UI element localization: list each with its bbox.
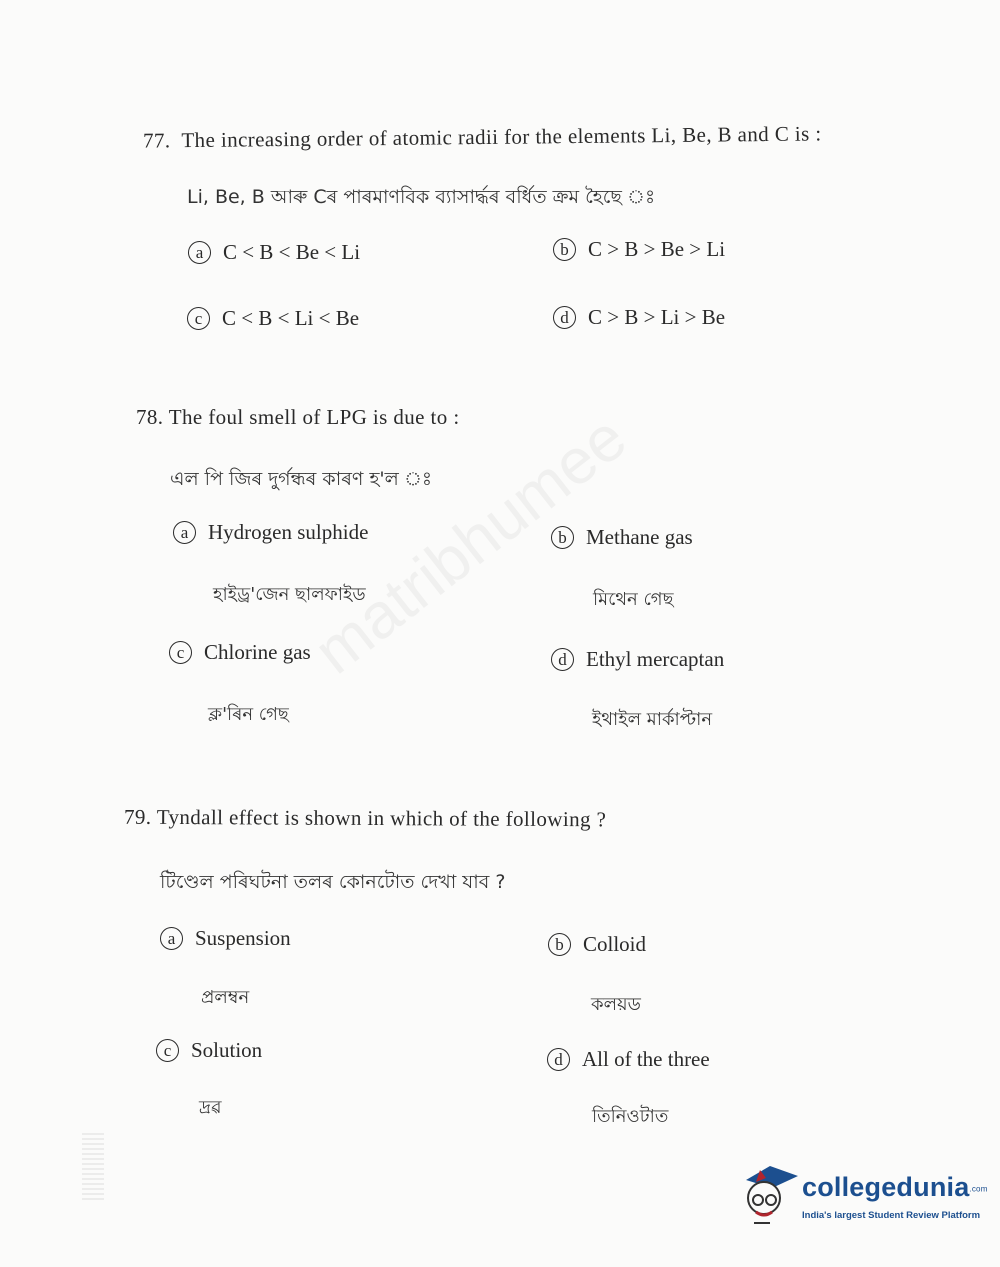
option-79-d — [547, 1047, 710, 1072]
option-77-a — [188, 240, 360, 265]
question-english: Tyndall effect is shown in which of the following ? — [156, 804, 607, 832]
scan-artifact — [82, 1130, 104, 1200]
option-78-b — [551, 525, 693, 550]
option-79-c-assamese: দ্ৰৱ — [199, 1097, 222, 1118]
option-79-b — [548, 932, 646, 957]
question-79-text — [124, 805, 606, 833]
option-79-d-assamese: তিনিওটাত — [592, 1106, 669, 1127]
option-letter: b — [548, 933, 571, 956]
question-77-text — [143, 121, 822, 153]
question-78-assamese: এল পি জিৰ দুৰ্গন্ধৰ কাৰণ হ'ল ঃ — [170, 468, 432, 490]
option-letter: d — [547, 1048, 570, 1071]
question-english: The increasing order of atomic radii for the elements Li, Be, B and C is : — [181, 121, 822, 153]
option-text: Hydrogen sulphide — [208, 520, 369, 544]
question-77-assamese: Li, Be, B আৰু Cৰ পাৰমাণবিক ব্যাসাৰ্দ্ধৰ বৰ্ধিত ক্ৰম হৈছে ঃ — [187, 186, 656, 208]
option-78-a-assamese: হাইড্ৰ'জেন ছালফাইড — [213, 584, 366, 605]
option-letter: a — [160, 927, 183, 950]
option-77-b — [553, 237, 725, 262]
option-letter: a — [173, 521, 196, 544]
mascot-icon — [740, 1160, 800, 1230]
option-letter: b — [553, 238, 576, 261]
option-77-c — [187, 306, 359, 331]
option-text: Chlorine gas — [204, 640, 311, 664]
option-letter: b — [551, 526, 574, 549]
question-number: 78. — [136, 405, 164, 429]
collegedunia-logo — [740, 1160, 988, 1230]
option-letter: c — [169, 641, 192, 664]
option-78-c — [169, 640, 311, 665]
option-78-d-assamese: ইথাইল মাৰ্কাপ্টান — [592, 709, 713, 730]
option-text: C < B < Li < Be — [222, 306, 360, 330]
option-letter: a — [188, 241, 211, 264]
option-78-d — [551, 647, 724, 672]
option-79-a — [160, 926, 291, 951]
question-number: 77. — [142, 128, 171, 153]
option-text: C < B < Be < Li — [223, 240, 361, 264]
question-79-assamese: টিণ্ডেল পৰিঘটনা তলৰ কোনটোত দেখা যাব ? — [160, 871, 506, 893]
option-79-a-assamese: প্ৰলম্বন — [201, 987, 250, 1008]
question-number: 79. — [123, 804, 152, 829]
option-text: Solution — [191, 1038, 263, 1062]
option-letter: c — [187, 307, 210, 330]
option-78-a — [173, 520, 368, 545]
option-letter: c — [156, 1039, 179, 1062]
logo-tagline: India's largest Student Review Platform — [802, 1210, 981, 1221]
option-79-c — [156, 1038, 262, 1063]
question-78-text — [136, 405, 460, 430]
option-text: Ethyl mercaptan — [586, 647, 725, 671]
option-text: C > B > Be > Li — [588, 237, 726, 261]
option-letter: d — [551, 648, 574, 671]
option-77-d — [553, 305, 725, 330]
option-78-c-assamese: ক্ল'ৰিন গেছ — [208, 704, 289, 725]
option-78-b-assamese: মিথেন গেছ — [593, 589, 674, 610]
option-text: Suspension — [195, 926, 291, 950]
option-text: Methane gas — [586, 525, 693, 549]
option-letter: d — [553, 306, 576, 329]
option-text: C > B > Li > Be — [588, 305, 726, 329]
option-text: All of the three — [582, 1047, 710, 1071]
question-english: The foul smell of LPG is due to : — [168, 405, 460, 429]
option-79-b-assamese: কলয়ড — [591, 994, 641, 1015]
option-text: Colloid — [583, 932, 647, 956]
logo-name: collegedunia.com — [802, 1172, 988, 1202]
